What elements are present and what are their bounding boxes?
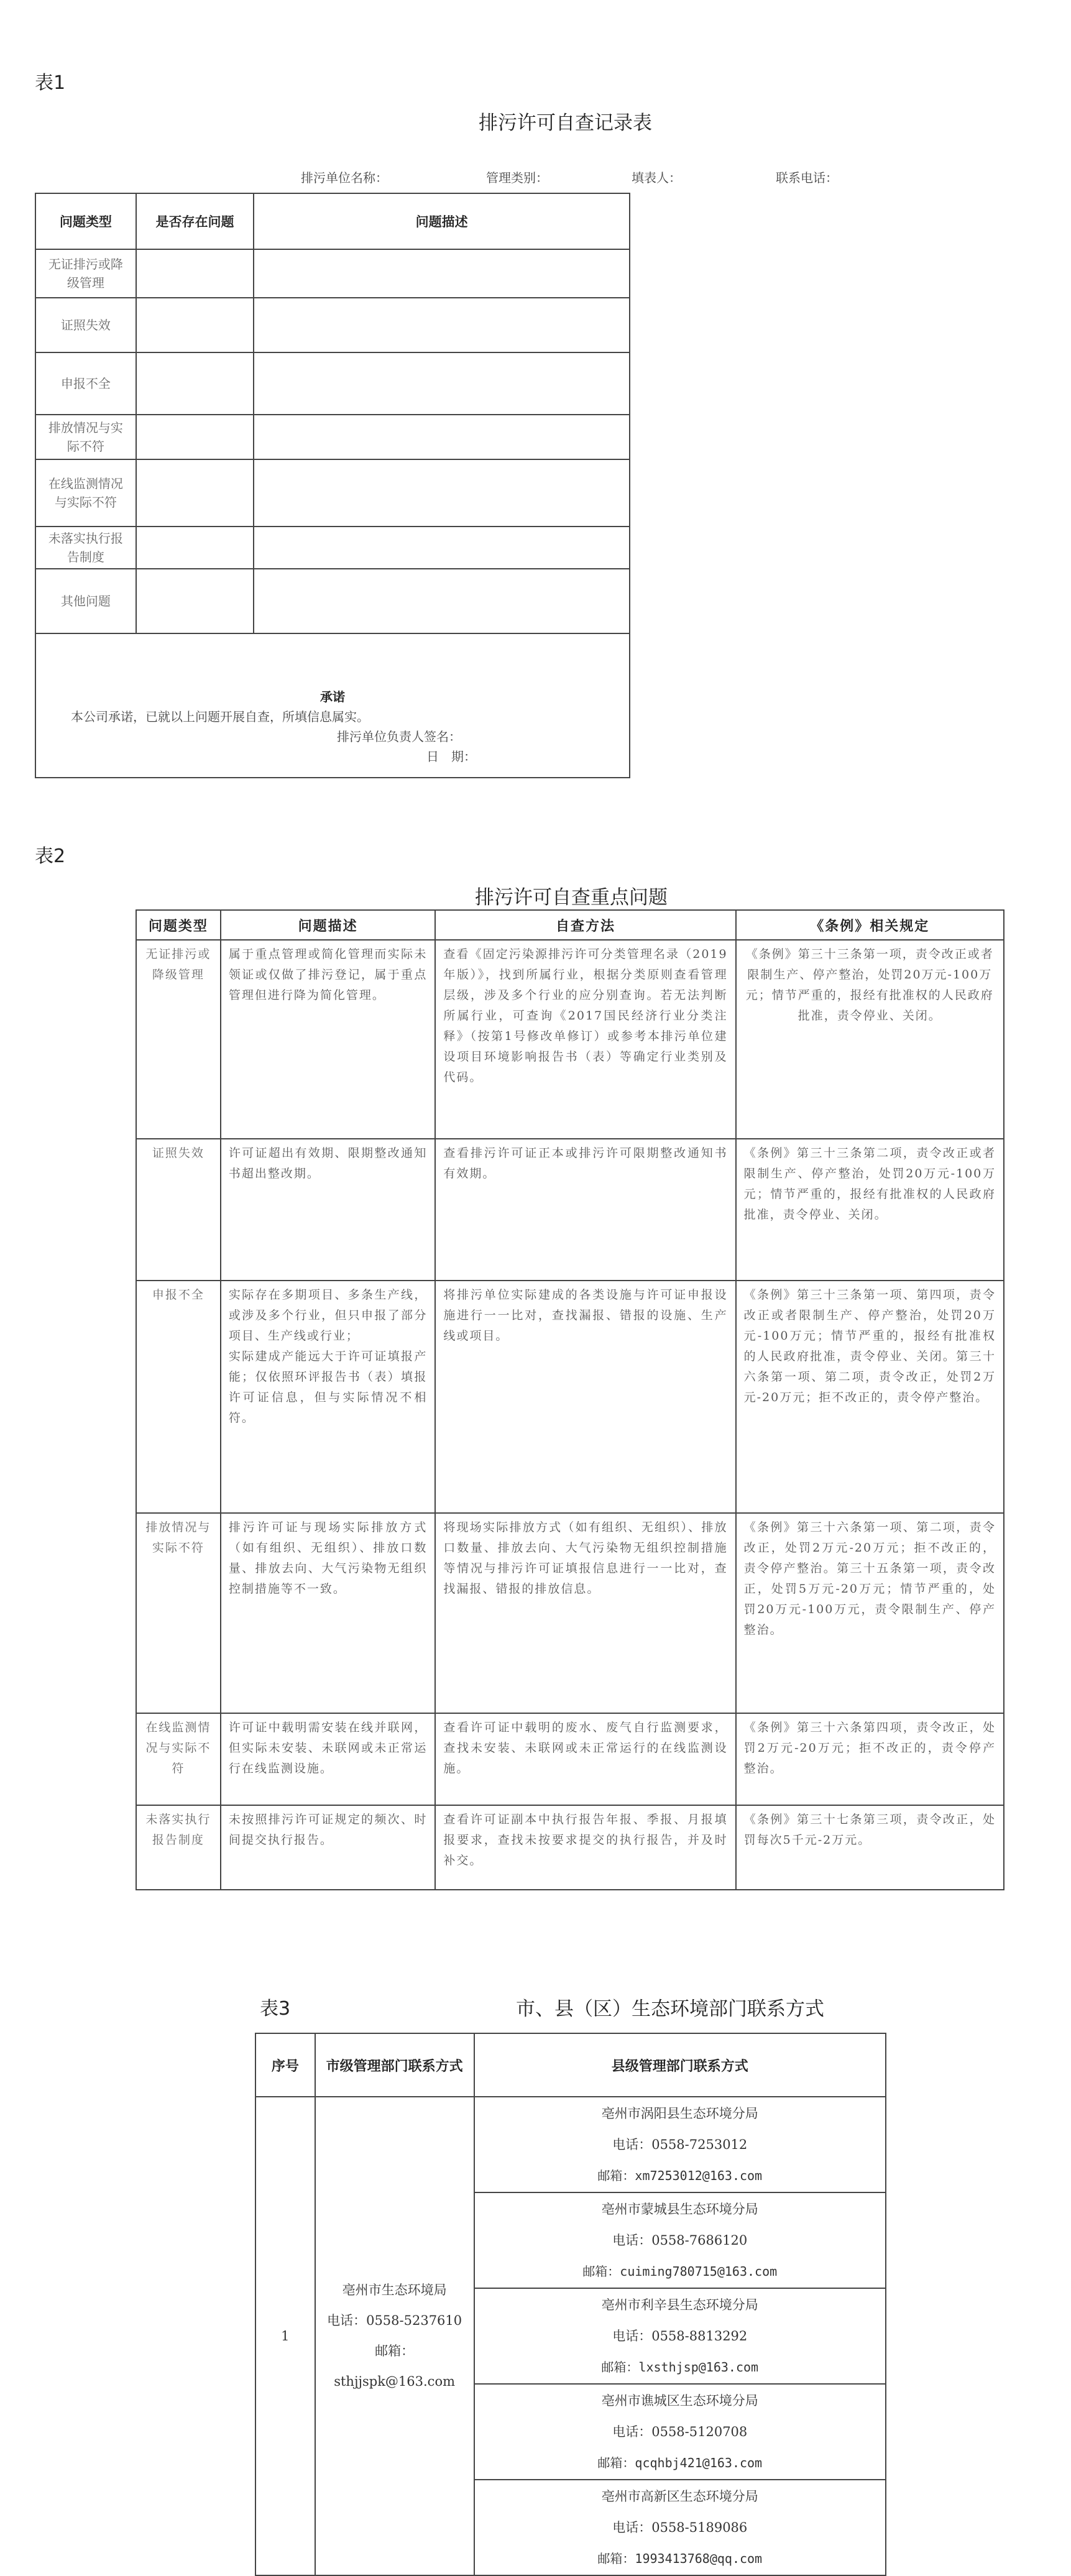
table-row	[136, 1281, 1004, 1513]
issue-rule-cell: 《条例》第三十三条第一项、第四项，责令改正或者限制生产、停产整治，处罚20万元-100万元；情节严重的，报经有批准权的人民政府批准，责令停业、关闭。第三十六条第一项、第二项，责令改正，处罚2万元-20万元；拒不改正的，责令停产整治。	[736, 1281, 1004, 1513]
field-category: 管理类别：	[486, 170, 548, 185]
table2-header-rule: 《条例》相关规定	[736, 910, 1004, 940]
county-name: 亳州市涡阳县生态环境分局	[601, 2106, 758, 2121]
county-name: 亳州市蒙城县生态环境分局	[601, 2202, 758, 2217]
table1-header-row	[35, 193, 630, 249]
issue-desc-cell: 属于重点管理或简化管理而实际未领证或仅做了排污登记，属于重点管理但进行降为简化管理。	[221, 940, 436, 1139]
description-cell[interactable]	[254, 527, 630, 569]
table2-title: 排污许可自查重点问题	[475, 886, 668, 909]
table2-label: 表2	[35, 845, 66, 867]
issue-rule-cell: 《条例》第三十七条第三项，责令改正，处罚每次5千元-2万元。	[736, 1805, 1004, 1890]
county-phone: 电话：0558-5189086	[612, 2520, 748, 2535]
issue-type-cell: 无证排污或降级管理	[136, 940, 221, 1139]
problem-type-cell: 排放情况与实际不符	[35, 415, 136, 459]
table-row	[136, 1139, 1004, 1281]
county-email: 邮箱：qcqhbj421@163.com	[597, 2455, 763, 2470]
county-name: 亳州市利辛县生态环境分局	[601, 2298, 758, 2312]
table1-label: 表1	[35, 72, 66, 94]
issue-desc-cell: 许可证超出有效期、限期整改通知书超出整改期。	[221, 1139, 436, 1281]
description-cell[interactable]	[254, 352, 630, 415]
county-contact-cell	[474, 2097, 886, 2192]
city-email: 邮箱：sthjjspk@163.com	[334, 2344, 456, 2389]
table3-label: 表3	[260, 1998, 291, 2020]
issue-method-cell: 查看许可证中载明的废水、废气自行监测要求，查找未安装、未联网或未正常运行的在线监测设施。	[435, 1713, 735, 1805]
city-name: 亳州市生态环境局	[342, 2283, 447, 2298]
county-contact-cell	[474, 2384, 886, 2480]
county-name: 亳州市高新区生态环境分局	[601, 2489, 758, 2504]
table-row	[35, 569, 630, 633]
exists-cell[interactable]	[136, 352, 254, 415]
table-row	[35, 352, 630, 415]
table2-header-method: 自查方法	[435, 910, 735, 940]
table2-header-desc: 问题描述	[221, 910, 436, 940]
issue-method-cell: 查看许可证副本中执行报告年报、季报、月报填报要求，查找未按要求提交的执行报告，并及时补交。	[435, 1805, 735, 1890]
county-contact-cell	[474, 2480, 886, 2575]
exists-cell[interactable]	[136, 415, 254, 459]
description-cell[interactable]	[254, 249, 630, 298]
problem-type-cell: 无证排污或降级管理	[35, 249, 136, 298]
issue-rule-cell: 《条例》第三十三条第一项，责令改正或者限制生产、停产整治，处罚20万元-100万元；情节严重的，报经有批准权的人民政府批准，责令停业、关闭。	[736, 940, 1004, 1139]
table1-header-desc: 问题描述	[254, 193, 630, 249]
table-row	[35, 459, 630, 527]
table3-header-row	[255, 2033, 886, 2097]
promise-row	[35, 633, 630, 778]
county-email: 邮箱：1993413768@qq.com	[597, 2551, 763, 2566]
issue-type-cell: 在线监测情况与实际不符	[136, 1713, 221, 1805]
exists-cell[interactable]	[136, 527, 254, 569]
county-name: 亳州市谯城区生态环境分局	[601, 2393, 758, 2408]
table3-header-city: 市级管理部门联系方式	[315, 2033, 474, 2097]
table-row	[35, 415, 630, 459]
table-row	[136, 1713, 1004, 1805]
promise-sign: 排污单位负责人签名：	[337, 729, 461, 744]
table-row	[255, 2097, 886, 2192]
field-unit-name: 排污单位名称：	[301, 170, 388, 185]
table-row	[35, 298, 630, 352]
self-check-record-table	[35, 193, 630, 778]
issue-type-cell: 申报不全	[136, 1281, 221, 1513]
index-cell: 1	[255, 2097, 315, 2575]
table1-header-exists: 是否存在问题	[136, 193, 254, 249]
issue-desc-cell: 排污许可证与现场实际排放方式（如有组织、无组织）、排放口数量、排放去向、大气污染物无组织控制措施等不一致。	[221, 1513, 436, 1713]
table-row	[35, 249, 630, 298]
description-cell[interactable]	[254, 459, 630, 527]
issue-rule-cell: 《条例》第三十六条第一项、第二项，责令改正，处罚2万元-20万元；拒不改正的，责令停产整治。第三十五条第一项，责令改正，处罚5万元-20万元；情节严重的，处罚20万元-100万元，责令限制生产、停产整治。	[736, 1513, 1004, 1713]
table3-header-index: 序号	[255, 2033, 315, 2097]
problem-type-cell: 在线监测情况与实际不符	[35, 459, 136, 527]
issue-desc-cell: 未按照排污许可证规定的频次、时间提交执行报告。	[221, 1805, 436, 1890]
city-contact-cell	[315, 2097, 474, 2575]
problem-type-cell: 未落实执行报告制度	[35, 527, 136, 569]
county-phone: 电话：0558-7686120	[612, 2233, 748, 2248]
description-cell[interactable]	[254, 415, 630, 459]
county-email: 邮箱：cuiming780715@163.com	[582, 2264, 778, 2279]
exists-cell[interactable]	[136, 459, 254, 527]
table-row	[136, 1805, 1004, 1890]
description-cell[interactable]	[254, 298, 630, 352]
county-contact-cell	[474, 2288, 886, 2384]
table-row	[35, 527, 630, 569]
promise-date: 日 期：	[426, 749, 476, 764]
issue-rule-cell: 《条例》第三十三条第二项，责令改正或者限制生产、停产整治，处罚20万元-100万元；情节严重的，报经有批准权的人民政府批准，责令停业、关闭。	[736, 1139, 1004, 1281]
table2-header-type: 问题类型	[136, 910, 221, 940]
key-issues-table	[136, 909, 1004, 1890]
problem-type-cell: 证照失效	[35, 298, 136, 352]
table-row	[136, 1513, 1004, 1713]
description-cell[interactable]	[254, 569, 630, 633]
issue-type-cell: 未落实执行报告制度	[136, 1805, 221, 1890]
issue-type-cell: 排放情况与实际不符	[136, 1513, 221, 1713]
issue-method-cell: 将排污单位实际建成的各类设施与许可证申报设施进行一一比对，查找漏报、错报的设施、生产线或项目。	[435, 1281, 735, 1513]
county-phone: 电话：0558-5120708	[612, 2424, 748, 2439]
issue-desc-cell: 许可证中载明需安装在线并联网，但实际未安装、未联网或未正常运行在线监测设施。	[221, 1713, 436, 1805]
promise-text: 本公司承诺，已就以上问题开展自查，所填信息属实。	[71, 709, 369, 724]
exists-cell[interactable]	[136, 569, 254, 633]
issue-method-cell: 查看《固定污染源排污许可分类管理名录（2019年版）》，找到所属行业，根据分类原则查看管理层级，涉及多个行业的应分别查询。若无法判断所属行业，可查询《2017国民经济行业分类注释》（按第1号修改单修订）或参考本排污单位建设项目环境影响报告书（表）等确定行业类别及代码。	[435, 940, 735, 1139]
table2-header-row	[136, 910, 1004, 940]
issue-type-cell: 证照失效	[136, 1139, 221, 1281]
issue-rule-cell: 《条例》第三十六条第四项，责令改正，处罚2万元-20万元；拒不改正的，责令停产整治。	[736, 1713, 1004, 1805]
table-row	[136, 940, 1004, 1139]
exists-cell[interactable]	[136, 298, 254, 352]
county-email: 邮箱：lxsthjsp@163.com	[601, 2360, 759, 2375]
table1-title-text: 排污许可自查记录表	[479, 112, 652, 134]
field-filler: 填表人：	[632, 170, 681, 185]
issue-method-cell: 查看排污许可证正本或排污许可限期整改通知书有效期。	[435, 1139, 735, 1281]
problem-type-cell: 其他问题	[35, 569, 136, 633]
table3-title: 市、县（区）生态环境部门联系方式	[516, 1998, 824, 2020]
issue-method-cell: 将现场实际排放方式（如有组织、无组织）、排放口数量、排放去向、大气污染物无组织控制措施等情况与排污许可证填报信息进行一一比对，查找漏报、错报的排放信息。	[435, 1513, 735, 1713]
contact-table	[255, 2033, 886, 2576]
promise-heading: 承诺	[320, 689, 345, 704]
table1-header-type: 问题类型	[35, 193, 136, 249]
county-email: 邮箱：xm7253012@163.com	[597, 2168, 763, 2183]
county-phone: 电话：0558-7253012	[612, 2137, 748, 2152]
exists-cell[interactable]	[136, 249, 254, 298]
issue-desc-cell: 实际存在多期项目、多条生产线，或涉及多个行业，但只申报了部分项目、生产线或行业； 实际建成产能远大于许可证填报产能；仅依照环评报告书（表）填报许可证信息，但与实际情况不相符。	[221, 1281, 436, 1513]
problem-type-cell: 申报不全	[35, 352, 136, 415]
city-phone: 电话：0558-5237610	[327, 2313, 462, 2328]
table3-header-county: 县级管理部门联系方式	[474, 2033, 886, 2097]
field-phone: 联系电话：	[776, 170, 838, 185]
county-phone: 电话：0558-8813292	[612, 2329, 748, 2344]
county-contact-cell	[474, 2192, 886, 2288]
promise-cell	[35, 633, 630, 778]
